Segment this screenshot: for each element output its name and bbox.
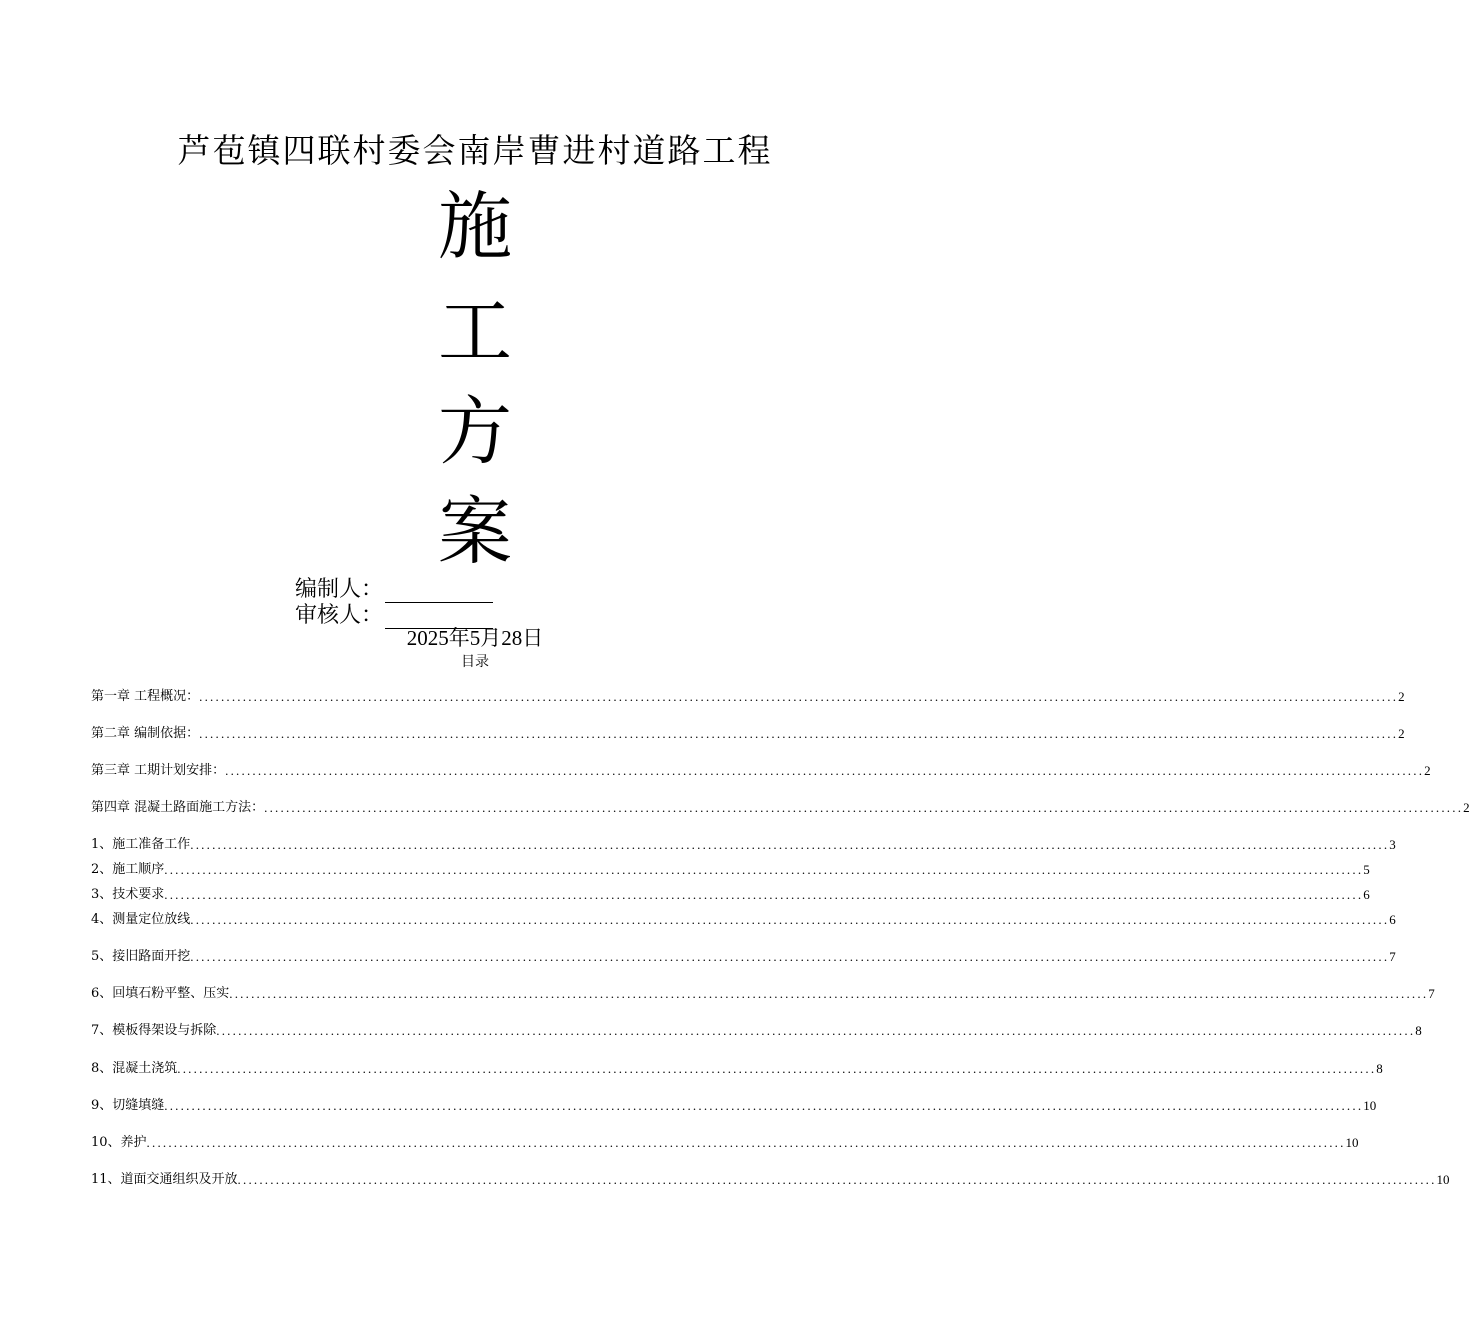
toc-entry[interactable] [91,836,1396,854]
toc-entry-text: 5、接旧路面开挖 [91,949,191,964]
toc-entry-text: 11、道面交通组织及开放 [91,1172,238,1187]
toc-leader-dots: ............................................................................................................................................................................................................................ [164,1098,1364,1113]
toc-entry[interactable] [91,1134,1359,1152]
toc-entry[interactable] [91,886,1370,904]
toc-entry-text: 7、模板得架设与拆除 [91,1023,217,1038]
toc-entry-text: 第四章 混凝土路面施工方法： [91,800,265,815]
toc-heading: 目录 [461,654,489,670]
toc-entry[interactable] [91,1171,1450,1189]
toc-leader-dots: ............................................................................................................................................................................................................................ [199,689,1399,704]
compiler-label: 编制人： [295,577,384,602]
toc-leader-dots: ............................................................................................................................................................................................................................ [190,837,1390,852]
reviewer-row [295,598,493,628]
toc-entry-page: 5 [1363,862,1370,877]
title-char-3: 方 [438,389,512,475]
toc-entry-text: 9、切缝填缝 [91,1098,165,1113]
toc-entry-text: 8、混凝土浇筑 [91,1061,178,1076]
toc-leader-dots: ............................................................................................................................................................................................................................ [190,949,1390,964]
toc-entry-page: 10 [1363,1098,1377,1113]
toc-leader-dots: ............................................................................................................................................................................................................................ [225,763,1425,778]
toc-entry-text: 第三章 工期计划安排： [91,763,226,778]
toc-entry-text: 1、施工准备工作 [91,837,191,852]
title-char-1: 施 [438,184,512,270]
toc-entry-page: 6 [1363,887,1370,902]
toc-entry-page: 10 [1436,1172,1450,1187]
toc-leader-dots: ............................................................................................................................................................................................................................ [229,986,1429,1001]
toc-leader-dots: ............................................................................................................................................................................................................................ [146,1135,1346,1150]
toc-leader-dots: ............................................................................................................................................................................................................................ [177,1061,1377,1076]
toc-entry-text: 2、施工顺序 [91,862,165,877]
toc-entry[interactable] [91,1022,1422,1040]
reviewer-label: 审核人： [295,603,384,628]
toc-entry-text: 第一章 工程概况： [91,689,200,704]
toc-entry[interactable] [91,948,1396,966]
toc-entry-page: 7 [1389,949,1396,964]
toc-entry-page: 7 [1428,986,1435,1001]
toc-entry-text: 6、回填石粉平整、压实 [91,986,230,1001]
toc-entry-text: 4、测量定位放线 [91,912,191,927]
toc-entry-page: 6 [1389,912,1396,927]
project-title: 芦苞镇四联村委会南岸曹进村道路工程 [177,131,773,170]
compiler-row [295,572,493,602]
document-date: 2025年5月28日 [406,626,544,650]
toc-entry[interactable] [91,911,1396,929]
toc-entry-text: 3、技术要求 [91,887,165,902]
toc-entry[interactable] [91,1097,1377,1115]
toc-entry[interactable] [91,762,1431,780]
toc-leader-dots: ............................................................................................................................................................................................................................ [199,726,1399,741]
toc-entry[interactable] [91,725,1405,743]
toc-leader-dots: ............................................................................................................................................................................................................................ [164,862,1364,877]
toc-entry-page: 8 [1376,1061,1383,1076]
toc-entry-page: 2 [1424,763,1431,778]
toc-leader-dots: ............................................................................................................................................................................................................................ [216,1023,1416,1038]
toc-entry-page: 2 [1463,800,1470,815]
toc-entry[interactable] [91,861,1370,879]
toc-leader-dots: ............................................................................................................................................................................................................................ [164,887,1364,902]
toc-entry[interactable] [91,799,1470,817]
toc-entry[interactable] [91,1060,1383,1078]
toc-entry-page: 3 [1389,837,1396,852]
toc-leader-dots: ............................................................................................................................................................................................................................ [264,800,1464,815]
toc-entry-page: 2 [1398,726,1405,741]
toc-entry-text: 第二章 编制依据： [91,726,200,741]
title-char-4: 案 [438,489,512,575]
toc-entry-page: 2 [1398,689,1405,704]
toc-entry[interactable] [91,688,1405,706]
toc-entry-page: 8 [1415,1023,1422,1038]
toc-entry[interactable] [91,985,1435,1003]
title-char-2: 工 [438,289,512,375]
toc-leader-dots: ............................................................................................................................................................................................................................ [190,912,1390,927]
toc-entry-page: 10 [1345,1135,1359,1150]
toc-entry-text: 10、养护 [91,1135,147,1150]
toc-leader-dots: ............................................................................................................................................................................................................................ [237,1172,1437,1187]
